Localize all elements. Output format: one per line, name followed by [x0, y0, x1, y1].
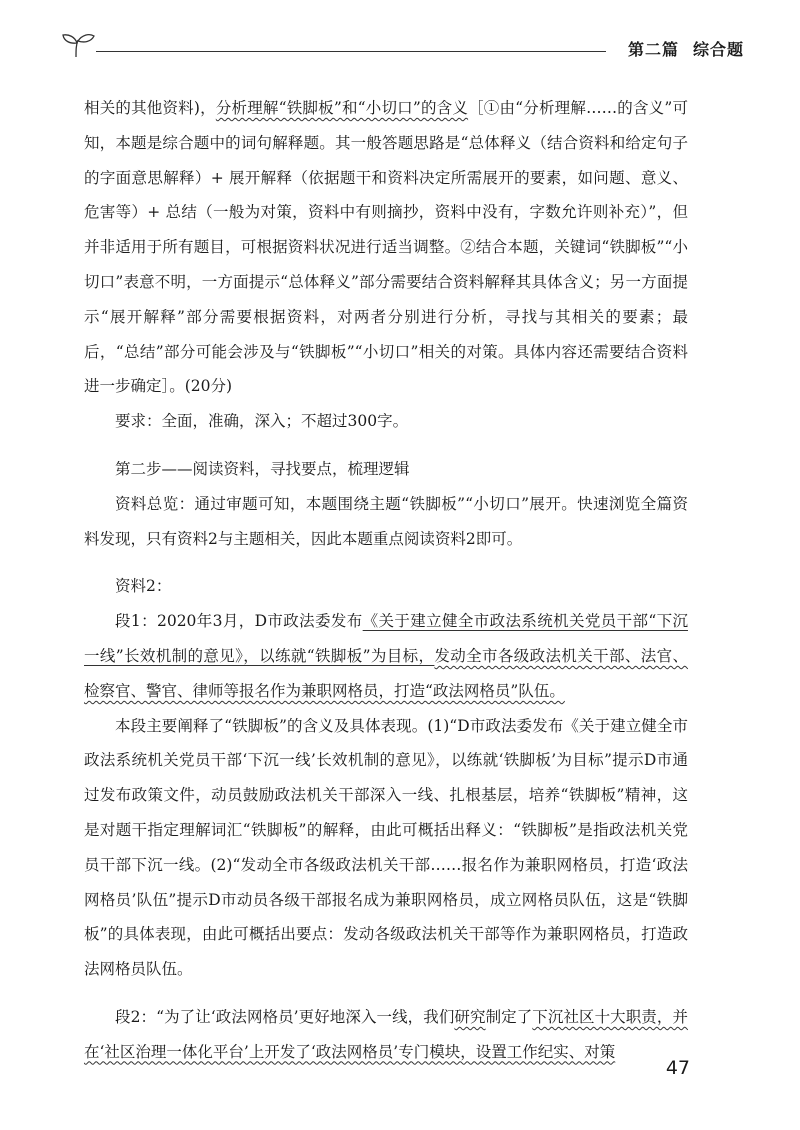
step-heading: 第二步——阅读资料，寻找要点，梳理逻辑: [115, 459, 410, 478]
platform-phrase: 并在‘社区治理一体化平台’上开发了‘政法网格员’专门模块，设置工作纪实、对策: [84, 1007, 688, 1061]
marked-word: 研究: [454, 1007, 486, 1026]
paragraph-1: 段1：2020年3月，D市政法委发布《关于建立健全市政法系统机关党员干部“下沉一线”长效机制的意见》，以练就“铁脚板”为目标，发动全市各级政法机关干部、法官、检察官、警官、律师等报名作为兼职网格员，打造“政法网格员”队伍。: [84, 612, 688, 700]
header-rule: [96, 51, 606, 52]
key-phrase: 分析理解“铁脚板”和“小切口”的含义: [215, 99, 469, 117]
paragraph-2: 段2：“为了让‘政法网格员’更好地深入一线，我们研究制定了下沉社区十大职责，并在‘社区治理一体化平台’上开发了‘政法网格员’专门模块，设置工作纪实、对策: [84, 1007, 688, 1061]
material-overview: 资料总览：通过审题可知，本题围绕主题“铁脚板”“小切口”展开。快速浏览全篇资料发现，只有资料2与主题相关，因此本题重点阅读资料2即可。: [84, 494, 688, 548]
action-phrase: 发动全市各级政法机关干部、法官、检察官、警官、律师等报名作为兼职网格员，打造“政法网格员”队伍。: [84, 646, 688, 700]
page-body: [84, 91, 688, 1070]
header-section: 综合题: [692, 40, 744, 59]
policy-title: 《关于建立健全市政法系统机关党员干部“下沉一线”长效机制的意见》，以练就“铁脚板”为目标，: [84, 612, 688, 665]
sprout-icon: [60, 30, 100, 58]
question-continuation: 相关的其他资料)，分析理解“铁脚板”和“小切口”的含义［①由“分析理解……的含义”可知，本题是综合题中的词句解释题。其一般答题思路是“总体释义（结合资料和给定句子的字面意思解释）+ 展开解释（依据题干和资料决定所需展开的要素，如问题、意义、危害等）+ 总结（一般为对策，资料中有则摘抄，资料中没有，字数允许则补充）”，但并非适用于所有题目，可根据资料状况进行适当调整。②结合本题，关键词“铁脚板”“小切口”表意不明，一方面提示“总体释义”部分需要结合资料解释其具体含义；另一方面提示“展开解释”部分需要根据资料，对两者分别进行分析，寻找与其相关的要素；最后，“总结”部分可能会涉及与“铁脚板”“小切口”相关的对策。具体内容还需要结合资料进一步确定］。(20分): [84, 99, 688, 396]
header-title: [628, 37, 744, 60]
header-part: 第二篇: [627, 40, 679, 59]
duties-phrase: 下沉社区十大职责，: [532, 1007, 673, 1026]
page-header: [60, 30, 744, 70]
page-number: 47: [665, 1057, 690, 1079]
material-label: 资料2：: [115, 577, 172, 596]
analysis-1: 本段主要阐释了“铁脚板”的含义及具体表现。(1)“D市政法委发布《关于建立健全市政法系统机关党员干部‘下沉一线’长效机制的意见》，以练就‘铁脚板’为目标”提示D市通过发布政策文件，动员鼓励政法机关干部深入一线、扎根基层，培养“铁脚板”精神，这是对题干指定理解词汇“铁脚板”的解释，由此可概括出释义：“铁脚板”是指政法机关党员干部下沉一线。(2)“发动全市各级政法机关干部……报名作为兼职网格员，打造‘政法网格员’队伍”提示D市动员各级干部报名成为兼职网格员，成立网格员队伍，这是“铁脚板”的具体表现，由此可概括出要点：发动各级政法机关干部等作为兼职网格员，打造政法网格员队伍。: [84, 716, 688, 979]
requirement: 要求：全面，准确，深入；不超过300字。: [115, 412, 409, 431]
